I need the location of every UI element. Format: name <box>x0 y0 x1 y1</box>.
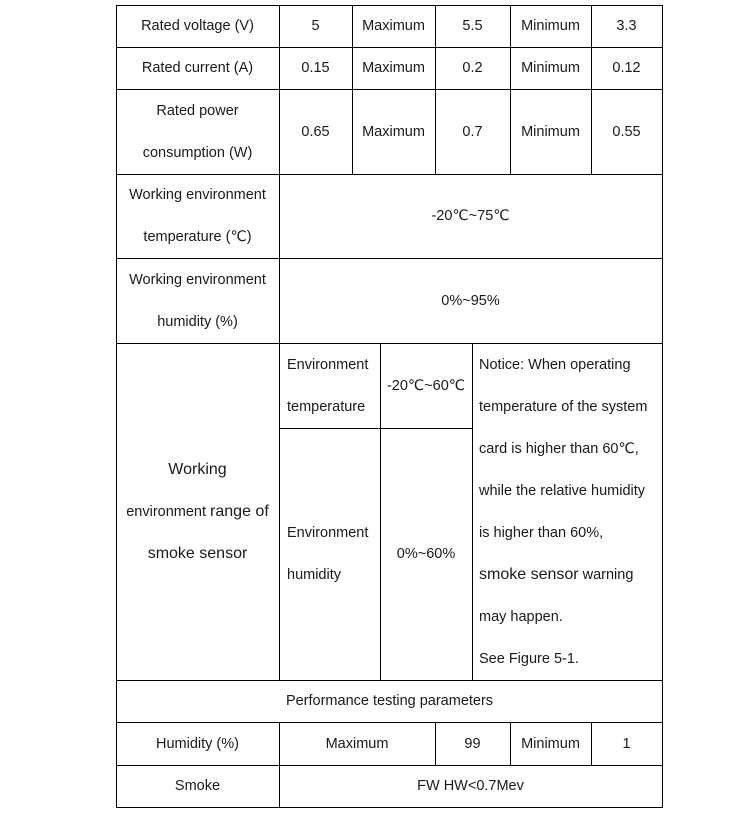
work-humidity-label-line2: humidity (%) <box>157 314 238 330</box>
notice-warning: warning <box>578 567 634 583</box>
smoke-range-label-line2 <box>116 491 279 533</box>
env-temp-label-line2: temperature <box>287 399 366 415</box>
rated-power-label-line1: Rated power <box>156 103 239 119</box>
rated-current-min: 0.12 <box>612 60 641 76</box>
rated-current-max-label: Maximum <box>362 60 425 76</box>
rated-voltage-max-label: Maximum <box>362 18 425 34</box>
smoke-range-label-line3: smoke sensor <box>147 545 248 562</box>
rated-voltage-min: 3.3 <box>616 18 637 34</box>
smoke-range-label-line2-a: environment <box>126 504 211 520</box>
env-temp-value: -20℃~60℃ <box>386 378 466 394</box>
notice-line-4: while the relative humidity <box>479 483 646 499</box>
work-temp-label-line1: Working environment <box>129 187 266 203</box>
notice-line-5: is higher than 60%, <box>479 525 604 541</box>
smoke-range-label-line1: Working <box>168 461 227 478</box>
rated-power-max: 0.7 <box>462 124 483 140</box>
rated-current-min-label: Minimum <box>521 60 580 76</box>
column-border <box>472 343 473 680</box>
rated-power-min-label: Minimum <box>521 124 580 140</box>
humidity-min-label: Minimum <box>521 736 580 752</box>
work-temp-value: -20℃~75℃ <box>431 208 510 224</box>
rated-power-label-line2: consumption (W) <box>142 145 253 161</box>
row-border <box>279 428 472 429</box>
work-temp-label-line2: temperature (℃) <box>143 229 252 245</box>
humidity-max: 99 <box>464 736 481 752</box>
spec-table <box>116 5 663 808</box>
performance-header: Performance testing parameters <box>285 693 494 709</box>
notice-line-8: See Figure 5-1. <box>479 651 579 667</box>
rated-current-value: 0.15 <box>301 60 330 76</box>
smoke-label: Smoke <box>174 778 221 794</box>
notice-line-1: Notice: When operating <box>479 357 631 373</box>
rated-power-max-label: Maximum <box>362 124 425 140</box>
notice-line-2: temperature of the system <box>479 399 648 415</box>
rated-current-label: Rated current (A) <box>141 60 254 76</box>
column-border <box>279 5 280 680</box>
humidity-min: 1 <box>622 736 631 752</box>
rated-current-max: 0.2 <box>462 60 483 76</box>
smoke-value: FW HW<0.7Mev <box>417 778 524 794</box>
notice-smoke-sensor: smoke sensor <box>479 566 579 583</box>
smoke-range-label-line2-b: range of <box>210 503 269 520</box>
work-humidity-label-line1: Working environment <box>129 272 266 288</box>
notice-line-3: card is higher than 60℃, <box>479 441 639 457</box>
humidity-max-label: Maximum <box>325 736 389 752</box>
notice-line-6 <box>479 554 659 596</box>
rated-voltage-min-label: Minimum <box>521 18 580 34</box>
rated-voltage-label: Rated voltage (V) <box>141 18 254 34</box>
env-humidity-value: 0%~60% <box>396 546 456 562</box>
env-humidity-label-line1: Environment <box>287 525 369 541</box>
humidity-label: Humidity (%) <box>156 736 239 752</box>
work-humidity-value: 0%~95% <box>441 293 500 309</box>
row-border <box>116 807 663 808</box>
env-temp-label-line1: Environment <box>287 357 369 373</box>
rated-power-value: 0.65 <box>301 124 330 140</box>
rated-voltage-value: 5 <box>311 18 320 34</box>
notice-line-7: may happen. <box>479 609 563 625</box>
env-humidity-label-line2: humidity <box>287 567 341 583</box>
rated-power-min: 0.55 <box>612 124 641 140</box>
rated-voltage-max: 5.5 <box>462 18 483 34</box>
